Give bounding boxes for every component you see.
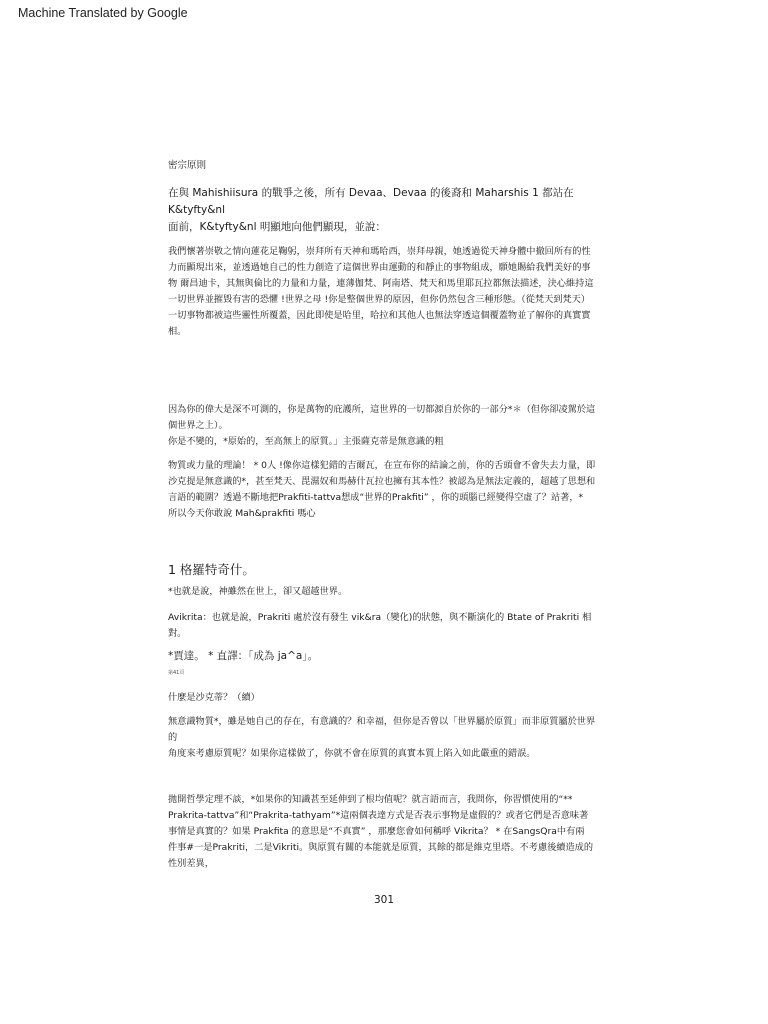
intro-paragraph: 在與 Mahishiisura 的戰爭之後，所有 Devaa、Devaa 的後裔和 Maharshis 1 都站在 K&tyfty&nl 面前，K&tyfty&nl 明顯地向他們顯現，並說： [168,187,574,233]
small-reference: 第41頁 [168,670,185,676]
footnote-avikrita: Avikrita：也就是說，Prakriti 處於沒有發生 vik&ra（變化)的狀態，與不斷演化的 Btate of Prakriti 相 對。 [168,612,592,639]
section-title: 密宗原則 [168,160,207,171]
theory-paragraph: 物質或力量的理論！ * 0人 !像你這樣犯錯的吉爾瓦，在宣布你的結論之前，你的舌頭會不會失去力量，即 沙克提是無意識的*，甚至梵天、毘濕奴和馬赫什瓦拉也擁有其本性？被認為是無法定義的，超越了思想和 言語的範圍？透過不斷地把Prakfiti-tattva想成“世界的Prakfiti” ，你的頭腦已經變得空虛了？站著，* 所以今天你敢說 Mah&prakfiti 嗎心 [168,460,596,519]
machine-translated-banner: Machine Translated by Google [18,6,188,20]
hymn-paragraph: 我們懷著崇敬之情向蓮花足鞠躬，崇拜所有天神和瑪哈西，崇拜母親，她透過從天神身體中撤回所有的性 力而顯現出來，並透過她自己的性力創造了這個世界由運動的和靜止的事物組成，願她賜給我們美好的事 物 爾昌迪卡，其無與倫比的力量和力量，連薄伽梵、阿南塔、梵天和馬里耶瓦拉都無法描述，決心維持這 一切世界並摧毀有害的恐懼 !世界之母 !你是整個世界的原因，但你仍然包含三種形態。（從梵天到梵天） 一切事物都被這些靈性所覆蓋，因此即使是哈里，哈拉和其他人也無法穿透這個覆蓋物並了解你的真實實 相。 [168,246,594,337]
page-number: 301 [373,894,395,906]
footnote-god-transcends: *也就是說，神雖然在世上，卻又超越世界。 [168,586,348,597]
subheading-shakti-continued: 什麼是沙克蒂？（續） [168,692,260,703]
unconscious-matter-paragraph: 無意識物質*，雖是她自己的存在，有意識的？和幸福，但你是否曾以「世界屬於原質」而非原質屬於世界的 角度來考慮原質呢？如果你這樣做了，你就不會在原質的真實本質上陷入如此嚴重的錯誤。 [168,716,596,759]
unchanging-paragraph: 你是不變的，*原始的，至高無上的原質。」主張薩克蒂是無意識的粗 [168,436,444,447]
greatness-paragraph: 因為你的偉大是深不可測的，你是萬物的庇護所，這世界的一切都源自於你的一部分*＊（但你卻凌駕於這 個世界之上）。 [168,404,596,431]
document-page [168,158,604,872]
prakrita-paragraph: 拋開哲學定理不談，*如果你的知識甚至延伸到了根均值呢？就言語而言，我問你，你習慣使用的“** Prakrita-tattva”和“Prakrita-tathyam”*這兩個表達方式是否表示事物是虛假的？或者它們是否意味著 事情是真實的？如果 Prakfita 的意思是“不真實” ，那麼您會如何稱呼 Vikrita？ * 在SangsQra中有兩 件事#一是Prakriti，二是Vikriti。與原質有關的本能就是原質，其餘的都是維克里塔。不考慮後續造成的 性別差異， [168,794,594,869]
footnote-heading: 1 格羅特奇什。 [168,562,255,577]
footnote-jada: *賈達。 * 直譯：「成為 ja^a」。 [168,650,319,662]
